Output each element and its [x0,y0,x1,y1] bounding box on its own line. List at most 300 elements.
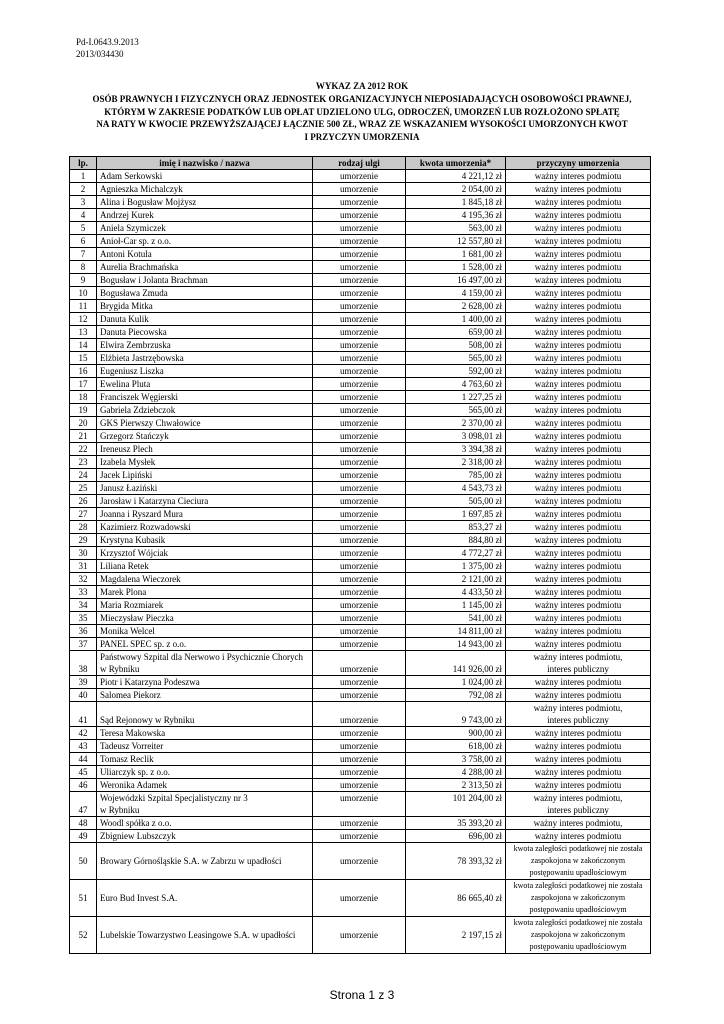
row-number: 11 [70,300,97,313]
row-reason-line: ważny interes podmiotu [534,171,622,181]
row-reason-line: ważny interes podmiotu [534,366,622,376]
row-name [97,222,313,235]
row-reason [506,586,651,599]
row-amount: 4 288,00 zł [406,766,506,779]
header-relief-type: rodzaj ulgi [313,157,406,170]
row-reason-line: ważny interes podmiotu [534,197,622,207]
row-number: 13 [70,326,97,339]
row-amount: 3 758,00 zł [406,753,506,766]
row-reason [506,443,651,456]
row-relief-type: umorzenie [313,248,406,261]
row-reason-line: ważny interes podmiotu [534,561,622,571]
row-name-line: Gabriela Zdziebczok [100,405,176,415]
row-reason [506,830,651,843]
row-number: 12 [70,313,97,326]
row-reason [506,196,651,209]
row-reason-line: ważny interes podmiotu [534,754,622,764]
row-reason-line: ważny interes podmiotu [534,353,622,363]
row-relief-type: umorzenie [313,196,406,209]
row-amount: 1 528,00 zł [406,261,506,274]
row-reason-line: ważny interes podmiotu [534,392,622,402]
document-title [60,80,664,144]
row-name-line: Piotr i Katarzyna Podeszwa [100,677,200,687]
row-relief-type: umorzenie [313,352,406,365]
table-row [70,534,651,547]
row-relief-type: umorzenie [313,740,406,753]
row-reason [506,222,651,235]
row-name [97,287,313,300]
title-line: WYKAZ ZA 2012 ROK [315,81,409,91]
row-name-line: Wojewódzki Szpital Specjalistyczny nr 3 [100,793,248,803]
row-number: 5 [70,222,97,235]
row-amount: 563,00 zł [406,222,506,235]
row-name-line: Danuta Kulik [100,314,149,324]
row-reason-line: ważny interes podmiotu [534,741,622,751]
row-relief-type: umorzenie [313,183,406,196]
row-reason-line: ważny interes podmiotu [534,184,622,194]
row-name [97,443,313,456]
row-name-line: GKS Pierwszy Chwałowice [100,418,201,428]
row-number: 47 [70,792,97,817]
row-number: 29 [70,534,97,547]
row-name [97,456,313,469]
row-reason [506,917,651,954]
row-name [97,740,313,753]
row-reason [506,235,651,248]
table-row [70,430,651,443]
row-number: 4 [70,209,97,222]
row-reason [506,482,651,495]
table-row [70,727,651,740]
row-relief-type: umorzenie [313,274,406,287]
row-reason-line: ważny interes podmiotu [534,483,622,493]
row-name-line: Tomasz Reclik [100,754,154,764]
row-relief-type: umorzenie [313,573,406,586]
row-reason [506,391,651,404]
row-reason [506,287,651,300]
row-number: 10 [70,287,97,300]
row-reason [506,170,651,183]
row-number: 20 [70,417,97,430]
row-number: 27 [70,508,97,521]
row-name [97,573,313,586]
row-reason-line: ważny interes podmiotu [534,236,622,246]
row-number: 18 [70,391,97,404]
row-name [97,689,313,702]
row-amount: 1 697,85 zł [406,508,506,521]
row-reason-line: kwota zaległości podatkowej nie została [513,844,643,853]
row-number: 36 [70,625,97,638]
title-line: KTÓRYM W ZAKRESIE PODATKÓW LUB OPŁAT UDZIELONO ULG, ODROCZEŃ, UMORZEŃ LUB ROZŁOŻONO SPŁATĘ [104,106,620,117]
row-name [97,547,313,560]
table-row [70,843,651,880]
row-reason-line: ważny interes podmiotu [534,509,622,519]
row-amount: 853,27 zł [406,521,506,534]
row-relief-type: umorzenie [313,586,406,599]
row-relief-type: umorzenie [313,378,406,391]
table-row [70,586,651,599]
row-reason-line: ważny interes podmiotu [534,262,622,272]
row-reason-line: ważny interes podmiotu [534,548,622,558]
row-amount: 1 375,00 zł [406,560,506,573]
row-reason [506,651,651,676]
row-number: 46 [70,779,97,792]
row-amount: 541,00 zł [406,612,506,625]
row-reason-line: ważny interes podmiotu [534,728,622,738]
table-row [70,404,651,417]
table-row [70,209,651,222]
row-name-line: Antoni Kotula [100,249,152,259]
row-amount: 696,00 zł [406,830,506,843]
row-number: 40 [70,689,97,702]
row-name-line: Anioł-Car sp. z o.o. [100,236,171,246]
table-row [70,196,651,209]
row-name [97,651,313,676]
row-reason-line: ważny interes podmiotu, [533,703,623,713]
row-number: 44 [70,753,97,766]
row-number: 39 [70,676,97,689]
table-row [70,352,651,365]
row-name [97,817,313,830]
row-reason-line: ważny interes podmiotu [534,690,622,700]
row-name-line: Alina i Bogusław Mojżysz [100,197,197,207]
table-row [70,482,651,495]
row-reason-line: postępowaniu upadłościowym [529,905,627,914]
table-row [70,612,651,625]
row-name [97,274,313,287]
row-relief-type: umorzenie [313,235,406,248]
row-relief-type: umorzenie [313,456,406,469]
row-number: 16 [70,365,97,378]
row-number: 15 [70,352,97,365]
row-amount: 4 763,60 zł [406,378,506,391]
row-number: 32 [70,573,97,586]
row-amount: 2 628,00 zł [406,300,506,313]
row-relief-type: umorzenie [313,817,406,830]
row-number: 28 [70,521,97,534]
row-name-line: Adam Serkowski [100,171,163,181]
row-name [97,625,313,638]
row-name-line: Mieczysław Pieczka [100,613,174,623]
row-amount: 4 543,73 zł [406,482,506,495]
row-name-line: Eugeniusz Liszka [100,366,164,376]
row-name [97,638,313,651]
table-row [70,170,651,183]
row-relief-type: umorzenie [313,779,406,792]
row-name [97,352,313,365]
table-row [70,222,651,235]
row-reason-line: interes publiczny [547,715,609,725]
row-name-line: Weronika Adamek [100,780,168,790]
row-amount: 565,00 zł [406,404,506,417]
row-reason-line: postępowaniu upadłościowym [529,868,627,877]
row-amount: 1 400,00 zł [406,313,506,326]
row-reason [506,560,651,573]
row-name [97,830,313,843]
row-reason [506,625,651,638]
page-number: Strona 1 z 3 [329,988,395,1002]
row-name [97,508,313,521]
row-reason [506,300,651,313]
row-name-line: Zbigniew Lubszczyk [100,831,176,841]
table-row [70,183,651,196]
row-name-line: Andrzej Kurek [100,210,154,220]
row-reason-line: ważny interes podmiotu [534,405,622,415]
row-amount: 78 393,32 zł [406,843,506,880]
row-reason [506,430,651,443]
row-name [97,586,313,599]
row-name-line: Ireneusz Plech [100,444,153,454]
row-amount: 9 743,00 zł [406,702,506,727]
row-relief-type: umorzenie [313,482,406,495]
table-row [70,248,651,261]
row-name [97,727,313,740]
row-reason [506,547,651,560]
table-row [70,573,651,586]
row-reason-line: ważny interes podmiotu [534,574,622,584]
row-name-line: Elwira Zembrzuska [100,340,171,350]
row-amount: 618,00 zł [406,740,506,753]
row-name-line: Janusz Łaziński [100,483,158,493]
row-reason-line: kwota zaległości podatkowej nie została [513,881,643,890]
row-reason-line: ważny interes podmiotu [534,613,622,623]
row-number: 38 [70,651,97,676]
row-reason-line: ważny interes podmiotu [534,767,622,777]
row-relief-type: umorzenie [313,209,406,222]
row-reason [506,274,651,287]
row-reason-line: ważny interes podmiotu [534,677,622,687]
row-reason-line: ważny interes podmiotu [534,496,622,506]
row-reason [506,689,651,702]
row-amount: 1 845,18 zł [406,196,506,209]
document-reference [76,36,139,60]
row-name-line: Danuta Piecowska [100,327,167,337]
row-name-line: Aniela Szymiczek [100,223,166,233]
row-name [97,917,313,954]
row-number: 3 [70,196,97,209]
row-number: 50 [70,843,97,880]
row-relief-type: umorzenie [313,404,406,417]
row-name [97,261,313,274]
table-row [70,508,651,521]
table-row [70,560,651,573]
table-row [70,817,651,830]
row-reason [506,339,651,352]
row-name [97,702,313,727]
table-row [70,300,651,313]
row-reason [506,417,651,430]
row-reason-line: ważny interes podmiotu, [533,793,623,803]
row-relief-type: umorzenie [313,365,406,378]
row-number: 30 [70,547,97,560]
row-name-line: Jacek Lipiński [100,470,153,480]
row-reason-line: ważny interes podmiotu, [533,652,623,662]
row-number: 49 [70,830,97,843]
row-reason-line: ważny interes podmiotu [534,639,622,649]
row-amount: 12 557,80 zł [406,235,506,248]
table-row [70,740,651,753]
row-name [97,300,313,313]
row-name-line: Maria Rozmiarek [100,600,164,610]
row-number: 52 [70,917,97,954]
row-reason-line: ważny interes podmiotu [534,379,622,389]
row-amount: 2 121,00 zł [406,573,506,586]
row-reason [506,508,651,521]
row-number: 7 [70,248,97,261]
row-reason [506,469,651,482]
row-name [97,365,313,378]
title-line: I PRZYCZYN UMORZENIA [304,132,420,143]
row-amount: 2 313,50 zł [406,779,506,792]
row-reason-line: ważny interes podmiotu [534,535,622,545]
row-amount: 565,00 zł [406,352,506,365]
row-amount: 1 024,00 zł [406,676,506,689]
row-name [97,417,313,430]
row-name-line: Krzysztof Wójciak [100,548,169,558]
row-relief-type: umorzenie [313,287,406,300]
row-reason [506,534,651,547]
row-name [97,391,313,404]
row-reason [506,495,651,508]
row-name [97,521,313,534]
row-amount: 4 159,00 zł [406,287,506,300]
row-reason [506,573,651,586]
row-amount: 101 204,00 zł [406,792,506,817]
row-amount: 785,00 zł [406,469,506,482]
row-reason-line: interes publiczny [547,805,609,815]
row-reason-line: zaspokojona w zakończonym [530,930,626,939]
row-name-line: Teresa Makowska [100,728,166,738]
row-name [97,753,313,766]
row-relief-type: umorzenie [313,534,406,547]
row-name-line: Agnieszka Michalczyk [100,184,183,194]
row-relief-type: umorzenie [313,727,406,740]
row-name [97,378,313,391]
row-reason-line: ważny interes podmiotu [534,418,622,428]
row-reason-line: ważny interes podmiotu [534,587,622,597]
table-row [70,766,651,779]
row-reason [506,404,651,417]
row-number: 17 [70,378,97,391]
row-name [97,196,313,209]
row-reason [506,612,651,625]
row-relief-type: umorzenie [313,521,406,534]
row-reason-line: ważny interes podmiotu [534,431,622,441]
row-name-line: Krystyna Kubasik [100,535,166,545]
row-name-line: Izabela Mysłek [100,457,156,467]
table-row [70,274,651,287]
row-reason-line: ważny interes podmiotu [534,600,622,610]
row-name-line: Ewelina Pluta [100,379,151,389]
row-name-line: Uliarczyk sp. z o.o. [100,767,170,777]
row-reason [506,365,651,378]
row-name [97,792,313,817]
row-relief-type: umorzenie [313,638,406,651]
row-name [97,560,313,573]
table-row [70,456,651,469]
row-number: 14 [70,339,97,352]
row-amount: 1 681,00 zł [406,248,506,261]
row-relief-type: umorzenie [313,843,406,880]
row-name-line: Brygida Mitka [100,301,153,311]
row-reason [506,209,651,222]
row-amount: 900,00 zł [406,727,506,740]
row-relief-type: umorzenie [313,300,406,313]
table-row [70,469,651,482]
row-relief-type: umorzenie [313,222,406,235]
table-row [70,599,651,612]
row-relief-type: umorzenie [313,625,406,638]
row-name [97,404,313,417]
row-name [97,235,313,248]
row-name-line: Joanna i Ryszard Mura [100,509,183,519]
table-row [70,313,651,326]
row-relief-type: umorzenie [313,443,406,456]
row-number: 23 [70,456,97,469]
row-name-line: Marek Plona [100,587,147,597]
row-relief-type: umorzenie [313,261,406,274]
row-relief-type: umorzenie [313,702,406,727]
row-relief-type: umorzenie [313,766,406,779]
header-amount: kwota umorzenia* [406,157,506,170]
row-amount: 3 098,01 zł [406,430,506,443]
row-reason [506,779,651,792]
header-name: imię i nazwisko / nazwa [97,157,313,170]
table-row [70,779,651,792]
row-reason [506,521,651,534]
table-row [70,753,651,766]
table-row [70,917,651,954]
row-reason-line: zaspokojona w zakończonym [530,893,626,902]
row-name-line: Bogusława Zmuda [100,288,168,298]
row-reason [506,378,651,391]
row-amount: 508,00 zł [406,339,506,352]
row-amount: 3 394,38 zł [406,443,506,456]
row-relief-type: umorzenie [313,326,406,339]
row-amount: 884,80 zł [406,534,506,547]
row-name-line: Lubelskie Towarzystwo Leasingowe S.A. w upadłości [100,930,296,940]
row-name [97,430,313,443]
table-header-row [70,157,651,170]
row-relief-type: umorzenie [313,753,406,766]
row-name-line: Bogusław i Jolanta Brachman [100,275,208,285]
row-relief-type: umorzenie [313,495,406,508]
row-relief-type: umorzenie [313,469,406,482]
row-amount: 14 943,00 zł [406,638,506,651]
row-name [97,495,313,508]
row-name [97,326,313,339]
row-reason-line: ważny interes podmiotu [534,626,622,636]
row-reason-line: ważny interes podmiotu [534,444,622,454]
row-reason-line: ważny interes podmiotu [534,831,622,841]
row-number: 35 [70,612,97,625]
row-name-line: Franciszek Węgierski [100,392,179,402]
row-reason [506,792,651,817]
row-reason [506,261,651,274]
table-row [70,339,651,352]
table-row [70,378,651,391]
row-amount: 792,08 zł [406,689,506,702]
row-name [97,843,313,880]
table-body [70,170,651,954]
row-amount: 16 497,00 zł [406,274,506,287]
row-name-line: Salomea Piekorz [100,690,161,700]
row-relief-type: umorzenie [313,917,406,954]
header-lp: lp. [70,157,97,170]
row-reason [506,599,651,612]
row-amount: 35 393,20 zł [406,817,506,830]
row-name-line: Sąd Rejonowy w Rybniku [100,715,195,725]
